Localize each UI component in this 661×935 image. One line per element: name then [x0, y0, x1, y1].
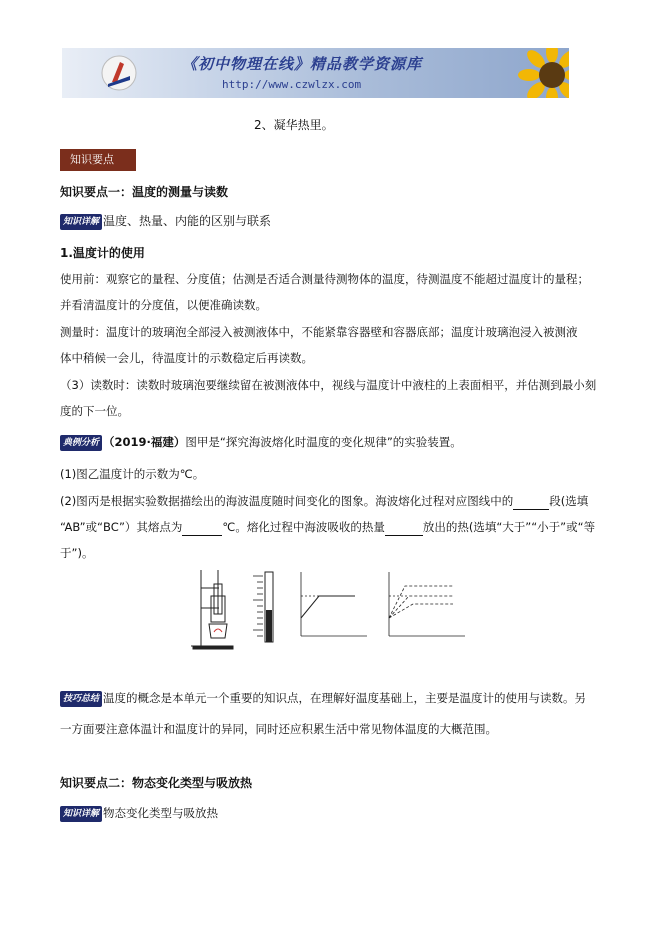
para-reading-line2: 度的下一位。 — [60, 404, 129, 418]
thermometer-icon — [253, 572, 273, 642]
question-2-line1 — [60, 493, 588, 510]
example-source: （2019·福建） — [103, 435, 186, 449]
question-2-line2 — [60, 519, 595, 536]
detail-badge: 知识详解 — [60, 214, 102, 230]
q2-text-a: (2)图丙是根据实验数据描绘出的海波温度随时间变化的图象。海波熔化过程对应图线中的 — [60, 494, 514, 508]
point2-detail-row — [60, 805, 218, 822]
point2-detail-text: 物态变化类型与吸放热 — [103, 806, 219, 820]
banner-url: http://www.czwlzx.com — [222, 78, 362, 91]
point1-heading: 知识要点一：温度的测量与读数 — [60, 185, 229, 199]
q2-text-d: ℃。熔化过程中海波吸收的热量 — [222, 520, 385, 534]
example-badge: 典例分析 — [60, 435, 102, 451]
para-before-use-line1: 使用前：观察它的量程、分度值；估测是否适合测量待测物体的温度，待测温度不能超过温度计的量程； — [60, 272, 589, 286]
q2-text-b: 段(选填 — [549, 494, 589, 508]
summary-badge: 技巧总结 — [60, 691, 102, 707]
q2-text-c: “AB”或“BC”）其熔点为 — [60, 520, 183, 534]
graph-ding — [389, 572, 465, 636]
para-before-use-line2: 并看清温度计的分度值，以便准确读数。 — [60, 298, 267, 312]
point2-heading: 知识要点二：物态变化类型与吸放热 — [60, 776, 253, 790]
question-1: (1)图乙温度计的示数为℃。 — [60, 467, 205, 481]
summary-line1 — [60, 690, 586, 707]
para-measuring-line2: 体中稍候一会儿，待温度计的示数稳定后再读数。 — [60, 351, 313, 365]
example-text: 图甲是“探究海波熔化时温度的变化规律”的实验装置。 — [185, 435, 462, 449]
answer-blank-3[interactable] — [385, 519, 423, 536]
detail-badge-2: 知识详解 — [60, 806, 102, 822]
answer-blank-2[interactable] — [182, 519, 222, 536]
summary-line2: 一方面要注意体温计和温度计的异同，同时还应积累生活中常见物体温度的大概范围。 — [60, 722, 497, 736]
section-tag-label: 知识要点 — [60, 149, 136, 171]
point1-detail-row — [60, 213, 271, 230]
summary-text-1: 温度的概念是本单元一个重要的知识点，在理解好温度基础上，主要是温度计的使用与读数。另 — [103, 691, 587, 705]
answer-blank-1[interactable] — [513, 493, 549, 510]
banner-title: 《初中物理在线》精品教学资源库 — [182, 55, 423, 73]
top-fragment-line: 2、凝华热里。 — [254, 118, 334, 132]
para-measuring-line1: 测量时：温度计的玻璃泡全部浸入被测液体中，不能紧靠容器壁和容器底部；温度计玻璃泡浸入被测液 — [60, 325, 578, 339]
header-banner — [62, 48, 569, 98]
sunflower-icon — [517, 48, 569, 98]
q2-text-e: 放出的热(选填“大于”“小于”或“等 — [422, 520, 596, 534]
example-row — [60, 434, 462, 451]
point1-subheading: 1.温度计的使用 — [60, 246, 145, 260]
graph-bing — [301, 572, 367, 636]
site-logo-icon — [100, 54, 138, 92]
apparatus-icon — [191, 570, 233, 649]
experiment-figure — [185, 566, 475, 678]
question-2-line3: 于”)。 — [60, 546, 94, 560]
section-tag — [60, 149, 136, 171]
point1-detail-text: 温度、热量、内能的区别与联系 — [103, 214, 272, 228]
para-reading-line1: （3）读数时：读数时玻璃泡要继续留在被测液体中，视线与温度计中液柱的上表面相平，并估测到最小刻 — [60, 378, 597, 392]
